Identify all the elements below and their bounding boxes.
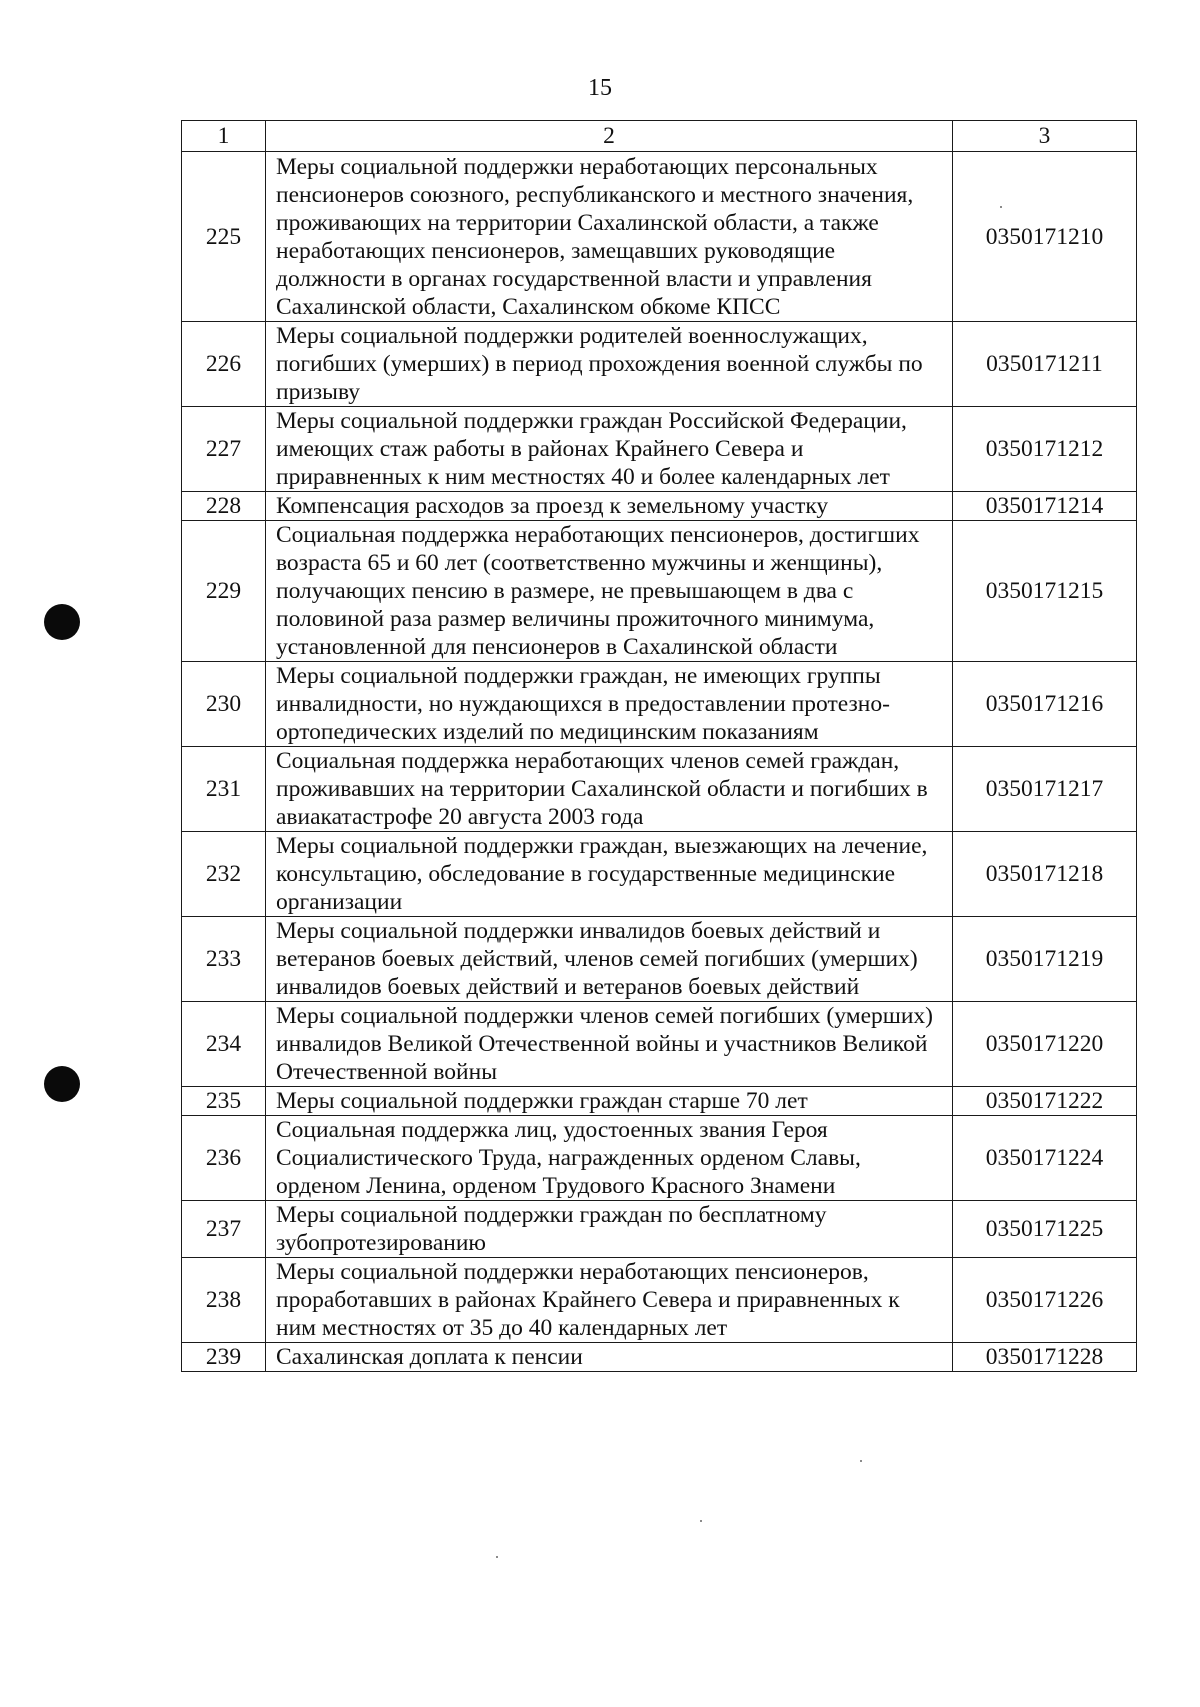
- row-description: Меры социальной поддержки членов семей погибших (умерших) инвалидов Великой Отечественной войны и участников Великой Отечественной войны: [266, 1002, 953, 1087]
- table-row: [182, 1343, 1137, 1372]
- row-number: 228: [182, 492, 266, 521]
- row-description: Социальная поддержка лиц, удостоенных звания Героя Социалистического Труда, награжденных орденом Славы, орденом Ленина, орденом Трудового Красного Знамени: [266, 1116, 953, 1201]
- row-description: Меры социальной поддержки граждан, выезжающих на лечение, консультацию, обследование в государственные медицинские организации: [266, 832, 953, 917]
- row-code: 0350171222: [953, 1087, 1137, 1116]
- header-col-1: 1: [182, 121, 266, 152]
- row-description: Социальная поддержка неработающих пенсионеров, достигших возраста 65 и 60 лет (соответственно мужчины и женщины), получающих пенсию в размере, не превышающем в два с половиной раза размер величины прожиточного минимума, установленной для пенсионеров в Сахалинской области: [266, 521, 953, 662]
- row-number: 225: [182, 152, 266, 322]
- row-description: Меры социальной поддержки инвалидов боевых действий и ветеранов боевых действий, членов семей погибших (умерших) инвалидов боевых действий и ветеранов боевых действий: [266, 917, 953, 1002]
- header-col-2: 2: [266, 121, 953, 152]
- row-number: 232: [182, 832, 266, 917]
- row-description: Социальная поддержка неработающих членов семей граждан, проживавших на территории Сахалинской области и погибших в авиакатастрофе 20 августа 2003 года: [266, 747, 953, 832]
- row-code: 0350171211: [953, 322, 1137, 407]
- row-code: 0350171220: [953, 1002, 1137, 1087]
- table-row: [182, 492, 1137, 521]
- row-number: 234: [182, 1002, 266, 1087]
- header-col-3: 3: [953, 121, 1137, 152]
- table-row: [182, 407, 1137, 492]
- row-number: 236: [182, 1116, 266, 1201]
- table-row: [182, 1002, 1137, 1087]
- table-row: [182, 152, 1137, 322]
- row-description: Меры социальной поддержки граждан старше 70 лет: [266, 1087, 953, 1116]
- row-code: 0350171215: [953, 521, 1137, 662]
- punch-hole-bottom: [44, 1066, 80, 1102]
- row-number: 238: [182, 1258, 266, 1343]
- row-code: 0350171228: [953, 1343, 1137, 1372]
- table-row: [182, 917, 1137, 1002]
- row-description: Меры социальной поддержки неработающих пенсионеров, проработавших в районах Крайнего Севера и приравненных к ним местностях от 35 до 40 календарных лет: [266, 1258, 953, 1343]
- table-row: [182, 521, 1137, 662]
- row-code: 0350171210: [953, 152, 1137, 322]
- row-description: Меры социальной поддержки родителей военнослужащих, погибших (умерших) в период прохождения военной службы по призыву: [266, 322, 953, 407]
- table-row: [182, 662, 1137, 747]
- table-row: [182, 1258, 1137, 1343]
- scan-speck: [860, 1460, 862, 1462]
- row-description: Меры социальной поддержки граждан по бесплатному зубопротезированию: [266, 1201, 953, 1258]
- row-description: Меры социальной поддержки неработающих персональных пенсионеров союзного, республиканского и местного значения, проживающих на территории Сахалинской области, а также неработающих пенсионеров, замещавших руководящие должности в органах государственной власти и управления Сахалинской области, Сахалинском обкоме КПСС: [266, 152, 953, 322]
- table-row: [182, 1116, 1137, 1201]
- row-code: 0350171216: [953, 662, 1137, 747]
- row-number: 231: [182, 747, 266, 832]
- table-header-row: [182, 121, 1137, 152]
- table-row: [182, 1201, 1137, 1258]
- scan-speck: [496, 1556, 498, 1558]
- row-code: 0350171225: [953, 1201, 1137, 1258]
- table-row: [182, 832, 1137, 917]
- table-row: [182, 747, 1137, 832]
- punch-hole-top: [44, 604, 80, 640]
- table-row: [182, 322, 1137, 407]
- row-number: 230: [182, 662, 266, 747]
- table-row: [182, 1087, 1137, 1116]
- budget-code-table: [181, 120, 1137, 1372]
- row-number: 239: [182, 1343, 266, 1372]
- page-number: 15: [588, 75, 612, 101]
- row-code: 0350171214: [953, 492, 1137, 521]
- row-description: Компенсация расходов за проезд к земельному участку: [266, 492, 953, 521]
- row-code: 0350171217: [953, 747, 1137, 832]
- row-code: 0350171224: [953, 1116, 1137, 1201]
- row-code: 0350171219: [953, 917, 1137, 1002]
- row-number: 226: [182, 322, 266, 407]
- scan-speck: [1000, 206, 1002, 208]
- row-description: Сахалинская доплата к пенсии: [266, 1343, 953, 1372]
- row-description: Меры социальной поддержки граждан Российской Федерации, имеющих стаж работы в районах Крайнего Севера и приравненных к ним местностях 40 и более календарных лет: [266, 407, 953, 492]
- scan-speck: [700, 1520, 702, 1522]
- row-description: Меры социальной поддержки граждан, не имеющих группы инвалидности, но нуждающихся в предоставлении протезно-ортопедических изделий по медицинским показаниям: [266, 662, 953, 747]
- row-number: 235: [182, 1087, 266, 1116]
- row-number: 229: [182, 521, 266, 662]
- row-number: 227: [182, 407, 266, 492]
- row-code: 0350171212: [953, 407, 1137, 492]
- row-code: 0350171218: [953, 832, 1137, 917]
- row-code: 0350171226: [953, 1258, 1137, 1343]
- row-number: 237: [182, 1201, 266, 1258]
- row-number: 233: [182, 917, 266, 1002]
